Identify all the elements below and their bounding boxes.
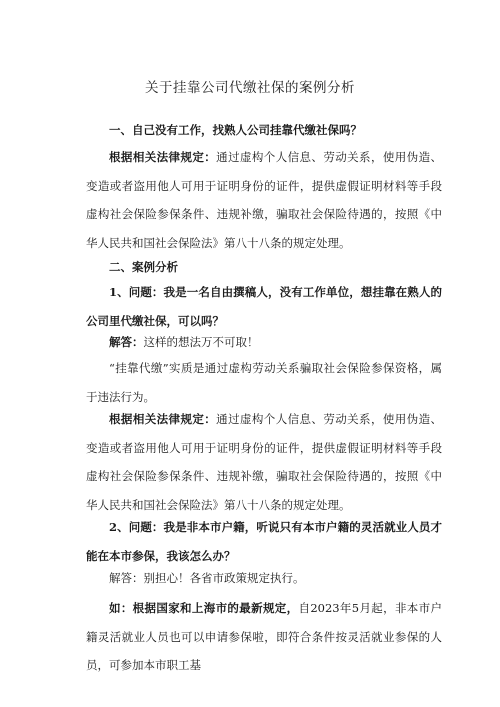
legal-basis-label: 根据相关法律规定：	[109, 150, 217, 164]
question-1: 1、问题：我是一名自由撰稿人，没有工作单位，想挂靠在熟人的公司里代缴社保，可以吗？	[86, 285, 442, 328]
legal-basis-label: 根据相关法律规定：	[109, 412, 217, 426]
paragraph-legal-basis-1	[86, 143, 442, 257]
section-1-heading: 一、自己没有工作，找熟人公司挂靠代缴社保吗？	[109, 123, 362, 137]
example-text: 自2023年5月起，非本市户籍灵活就业人员也可以申请参保啦，即符合条件按灵活就业参保的人员，可参加本市职工基	[86, 601, 442, 672]
paragraph-example	[86, 594, 442, 680]
answer-text: 这样的想法万不可取！	[143, 335, 259, 349]
answer-1	[86, 328, 442, 357]
section-2-heading: 二、案例分析	[109, 260, 178, 274]
example-label: 如：根据国家和上海市的最新规定，	[109, 601, 299, 615]
legal-basis-text: 通过虚构个人信息、劳动关系，使用伪造、变造或者盗用他人可用于证明身份的证件，提供虚假证明材料等手段虚构社会保险参保条件、违规补缴，骗取社会保险待遇的，按照《中华人民共和国社会保险法》第八十八条的规定处理。	[86, 412, 443, 512]
answer-1-detail: “挂靠代缴”实质是通过虚构劳动关系骗取社会保险参保资格，属于违法行为。	[86, 361, 442, 404]
paragraph-legal-basis-2	[86, 405, 442, 519]
document-title: 关于挂靠公司代缴社保的案例分析	[145, 80, 355, 96]
answer-label: 解答：	[109, 335, 144, 349]
question-2: 2、问题：我是非本市户籍，听说只有本市户籍的灵活就业人员才能在本市参保，我该怎么办？	[86, 520, 442, 563]
legal-basis-text: 通过虚构个人信息、劳动关系，使用伪造、变造或者盗用他人可用于证明身份的证件，提供虚假证明材料等手段虚构社会保险参保条件、违规补缴，骗取社会保险待遇的，按照《中华人民共和国社会保险法》第八十八条的规定处理。	[86, 150, 443, 250]
answer-2: 解答：别担心！各省市政策规定执行。	[109, 571, 305, 585]
